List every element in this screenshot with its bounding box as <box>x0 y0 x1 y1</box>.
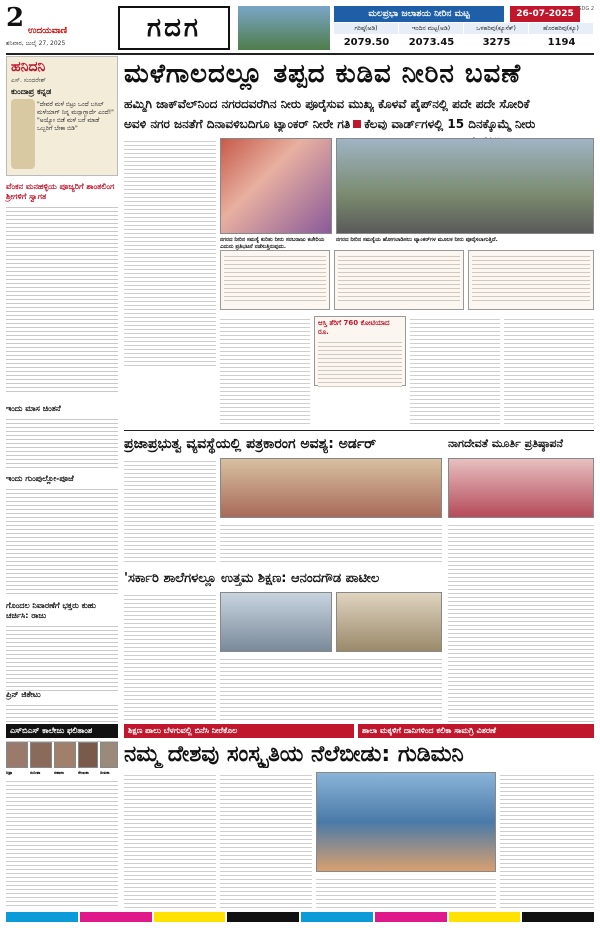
student-photo <box>30 742 52 768</box>
left-story <box>6 601 118 693</box>
democracy-text <box>220 522 442 564</box>
page-number: 2 <box>6 3 25 33</box>
district-title: ಗದಗ <box>118 6 230 50</box>
culture-headline: ನಮ್ಮ ದೇಶವು ಸಂಸ್ಕೃತಿಯ ನೆಲೆಬೀಡು: ಗುಡಿಮನಿ <box>124 742 464 767</box>
issue-date: ಶನಿವಾರ, ಜುಲೈ 27, 2025 <box>6 40 66 47</box>
student-photo <box>6 742 28 768</box>
left-story-text <box>6 486 118 596</box>
student-photo <box>54 742 76 768</box>
student-photo <box>78 742 98 768</box>
info-box-text <box>472 253 590 303</box>
reservoir-title: ಮಲಪ್ರಭಾ ಜಲಾಶಯ ನೀರಿನ ಮಟ್ಟ <box>334 6 504 22</box>
school-photo-2 <box>336 592 442 652</box>
bullet-icon <box>353 120 361 128</box>
student-name: ಚಿತ್ರಾ <box>6 770 13 775</box>
lead-text-column <box>410 316 500 426</box>
left-story-text <box>6 416 118 468</box>
hanidani-author: ಎಸ್. ಸುಂದರೇಶ್ <box>11 77 46 84</box>
lead-subheadline-2 <box>124 116 594 132</box>
reservoir-panel <box>238 6 594 50</box>
lead-headline: ಮಳೆಗಾಲದಲ್ಲೂ ತಪ್ಪದ ಕುಡಿವ ನೀರಿನ ಬವಣೆ <box>124 59 522 89</box>
hanidani-subtitle: ಕುಂದಾಪ್ರ ಕನ್ನಡ <box>11 87 52 96</box>
info-box-text <box>338 253 460 303</box>
tax-box-headline: ಆಸ್ತಿ ತೆರಿಗೆ 760 ಕೋಟಿಯಾದ ರೂ. <box>318 319 390 336</box>
school-text <box>220 656 442 722</box>
student-name: ರೇಣುಕಾ <box>78 770 89 775</box>
protest-photo <box>220 138 332 234</box>
culture-text <box>220 772 312 908</box>
democracy-photo <box>220 458 442 518</box>
reservoir-value: 2073.45 <box>408 37 455 48</box>
lead-text-column <box>220 316 310 426</box>
nagadevate-photo <box>448 458 594 518</box>
lead-subheadline: ಹಮ್ಮಿಗಿ ಜಾಕ್‌ವೆಲ್‌ನಿಂದ ನಗರದವರೆಗಿನ ನೀರು ಪೂರೈಸುವ ಮುಖ್ಯ ಕೊಳವೆ ಪೈಪ್‌ನಲ್ಲಿ ಪದೇ ಪದೇ ಸೋರಿಕೆ <box>124 97 530 111</box>
left-story-headline: ವೆಂಕನ ಮನಹಳ್ಳಿಯ ಪೂಜ್ಯರಿಗೆ ಶಾಂತಲಿಂಗ ಶ್ರೀಗಳಿಗೆ ಸ್ವಾಗತ <box>6 182 115 201</box>
nagadevate-headline: ನಾಗದೇವತೆ ಮೂರ್ತಿ ಪ್ರತಿಷ್ಠಾಪನೆ <box>448 437 563 450</box>
left-story-headline: ಇಂದು ಗುಂಪುಲ್ಲೋ-ಪೂಜೆ <box>6 474 74 483</box>
tanker-photo <box>336 138 594 234</box>
reservoir-label: ಗರಿಷ್ಠ(ಅಡಿ) <box>334 23 399 34</box>
cartoon-image <box>11 99 35 169</box>
left-story-text <box>6 204 118 394</box>
paper-name: ಉದಯವಾಣಿ <box>28 26 68 36</box>
reservoir-label: ಇಂದಿನ ಮಟ್ಟ(ಅಡಿ) <box>399 23 464 34</box>
democracy-headline: ಪ್ರಜಾಪ್ರಭುತ್ವ ವ್ಯವಸ್ಥೆಯಲ್ಲಿ ಪತ್ರಕಾರಂಗ ಅವಶ್ಯ: ಅರ್ಡರ್ <box>124 436 377 452</box>
info-box-text <box>224 253 326 303</box>
masthead <box>6 4 594 52</box>
left-story <box>6 404 118 468</box>
hanidani-title: ಹನಿದನಿ <box>11 59 46 75</box>
culture-text <box>500 772 594 908</box>
reservoir-label: ಒಳಹರಿವು(ಕ್ಯೂಸೆಕ್) <box>464 23 529 34</box>
lead-subheadline-part: ಅವಳಿ ನಗರ ಜನತೆಗೆ ದಿನಾವಳಿಬದಿಗೂ ಟ್ಯಾಂಕರ್ ನೀರೇ ಗತಿ <box>124 117 351 131</box>
school-photo <box>220 592 332 652</box>
student-photo <box>100 742 118 768</box>
masthead-rule <box>6 53 594 55</box>
photo-caption: ನಗರದ ನೀರಿನ ಸಮಸ್ಯೆಯ ಹೋಗಲಾಡಿಸಲು ಟ್ಯಾಂಕರ್‌ಗಳ ಮೂಲಕ ನೀರು ಪೂರೈಸಲಾಗುತ್ತಿದೆ. <box>336 237 498 243</box>
democracy-text <box>124 458 216 564</box>
student-name: ಸುನೀತಾ <box>30 770 41 775</box>
lead-text-column <box>504 316 594 426</box>
reservoir-labels <box>334 23 594 34</box>
culture-photo <box>316 772 496 872</box>
strip-item: ಶಾಲಾ ಮಕ್ಕಳಿಗೆ ದಾನಿಗಳಿಂದ ಕಲಿಕಾ ಸಾಮಗ್ರಿ ವಿತರಣೆ <box>358 724 594 738</box>
student-name: ಸಹಾನಾ <box>54 770 64 775</box>
left-story <box>6 474 118 596</box>
tax-box <box>314 316 406 386</box>
nagadevate-text <box>448 522 594 722</box>
school-text <box>124 592 216 722</box>
left-story-headline: ಇಂದು ಮಾಸ ಚಿಂತನೆ <box>6 404 61 413</box>
reservoir-date: 26-07-2025 <box>510 6 580 22</box>
reservoir-value: 2079.50 <box>343 37 390 48</box>
left-story <box>6 182 118 394</box>
hanidani-text: "ದೇವರೆ ಮಳೆ ಬಿಟ್ರು ಒಂದೆ ಬಸಿಲ್ ಮಳೆಯಾಗ್ ನಿನ್ನ ಮನ್ಸಾಗ್ಬಾರ್ದೆ ಎಂದೆ!" "ಅಯ್ಯೋ ಬಿಡೆ ಮಳೆ ಬರೆ ಮಾಡೆ ಒಬ್ಬರಿಗೆ ಬೇಕಾ ಬಿಡಿ" <box>37 101 114 132</box>
tax-box-text <box>318 339 402 387</box>
color-registration-strip <box>6 912 594 922</box>
reservoir-value: 3275 <box>482 37 511 48</box>
left-story-text <box>6 623 118 693</box>
culture-text <box>124 772 216 908</box>
reservoir-photo <box>238 6 330 50</box>
left-column <box>6 56 118 699</box>
culture-text <box>316 876 496 908</box>
school-headline: 'ಸರ್ಕಾರಿ ಶಾಲೆಗಳಲ್ಲೂ ಉತ್ತಮ ಶಿಕ್ಷಣ: ಆನಂದಗೌಡ ಪಾಟೀಲ <box>124 571 380 586</box>
section-rule <box>124 430 594 431</box>
page-code: GDG 2 <box>577 6 594 12</box>
hanidani-box <box>6 56 118 176</box>
lead-subheadline-part: ಕೆಲವು ವಾರ್ಡ್‌ಗಳಲ್ಲಿ 15 ದಿನಕ್ಕೊಮ್ಮೆ ನೀರು <box>364 117 536 131</box>
results-headline: ಎಸ್‌ಬಿಎಸ್ ಕಾಲೇಜು ಫಲಿತಾಂಶ <box>6 724 118 738</box>
strip-item: ಶಿಕ್ಷಣ ಪಾಲು ಬೆಳಗುವಲ್ಲಿ ಬಿನೆಸಿ ನೀರೆಕೊಲ <box>124 724 354 738</box>
reservoir-values <box>334 35 594 50</box>
left-story-headline: ಗೊಂದಲ ನಿವಾರಣೆಗೆ ಭಕ್ತರು ಕುಹು ಚರ್ಚಿಸಿ: ರಾಜು <box>6 601 96 620</box>
student-name: ದೀಪಿಕಾ <box>100 770 110 775</box>
reservoir-value: 1194 <box>547 37 576 48</box>
info-box <box>468 250 594 310</box>
photo-caption: ನಗರದ ನೀರಿನ ಸಮಸ್ಯೆ ಕುರಿತು ನೀರು ಸರಬರಾಜು ಕಚೇರಿಯ ಎದುರು ಪ್ರತಿಭಟನೆ ನಡೆಸುತ್ತಿರುವುದು. <box>220 237 325 250</box>
info-box <box>220 250 330 310</box>
results-text <box>6 778 118 908</box>
left-story-headline: ಪ್ರಿನ್ ಜಿಕೇಟು <box>6 690 41 699</box>
reservoir-label: ಹೊರಹರಿವು(ಕ್ಯೂ) <box>529 23 594 34</box>
info-box <box>334 250 464 310</box>
lead-text-column <box>124 138 216 366</box>
